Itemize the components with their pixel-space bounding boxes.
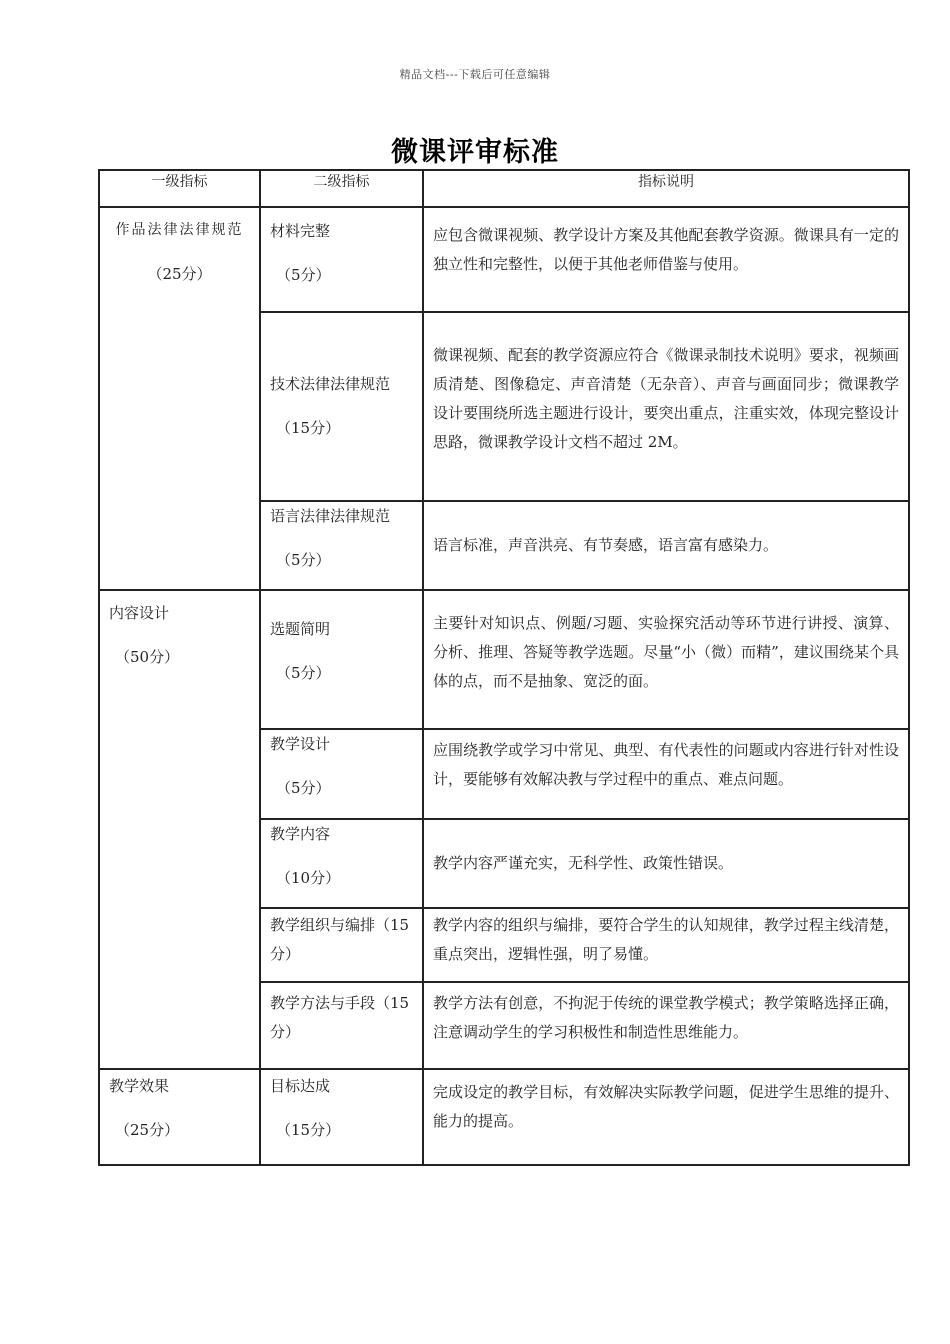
document-title: 微课评审标准 (391, 137, 559, 168)
level2-name: 目标达成 (270, 1077, 331, 1095)
level2-name: 选题简明 (270, 620, 331, 638)
level2-cell (260, 1069, 423, 1165)
level2-score: （15分） (276, 419, 341, 437)
level2-cell (260, 312, 423, 501)
level2-cell (260, 982, 423, 1069)
criteria-table (98, 169, 910, 1166)
level1-score: （25分） (115, 1121, 180, 1139)
level1-score: （50分） (115, 648, 180, 666)
description-cell: 应包含微课视频、教学设计方案及其他配套教学资源。微课具有一定的独立性和完整性，以便于其他老师借鉴与使用。 (423, 207, 909, 312)
description-cell: 完成设定的教学目标，有效解决实际教学问题，促进学生思维的提升、能力的提高。 (423, 1069, 909, 1165)
column-header-level1: 一级指标 (99, 170, 260, 207)
table-row (99, 207, 909, 312)
level1-cell-teaching-effect (99, 1069, 260, 1165)
header-note: 精品文档---下载后可任意编辑 (399, 68, 551, 81)
table-row (99, 590, 909, 729)
description-cell: 教学内容严谨充实，无科学性、政策性错误。 (423, 819, 909, 908)
level2-score: （5分） (276, 266, 331, 284)
level2-name: 技术法律法律规范 (270, 375, 391, 393)
level2-score: （5分） (276, 779, 331, 797)
level1-score: （25分） (147, 265, 212, 283)
column-header-level2: 二级指标 (260, 170, 423, 207)
level2-name: 教学内容 (270, 825, 331, 843)
level2-name: 材料完整 (270, 222, 331, 240)
level2-score: （5分） (276, 551, 331, 569)
level2-cell (260, 590, 423, 729)
table-row (99, 1069, 909, 1165)
level2-score: （5分） (276, 664, 331, 682)
level1-cell-content-design (99, 590, 260, 1069)
level2-name: 教学设计 (270, 735, 331, 753)
description-cell: 应围绕教学或学习中常见、典型、有代表性的问题或内容进行针对性设计，要能够有效解决教与学过程中的重点、难点问题。 (423, 729, 909, 819)
level2-score: （15分） (276, 1121, 341, 1139)
level2-name: 教学方法与手段（15分） (270, 994, 410, 1041)
level2-score: （10分） (276, 869, 341, 887)
level1-cell-work-standard (99, 207, 260, 590)
level2-name: 教学组织与编排（15分） (270, 916, 410, 963)
level2-cell (260, 207, 423, 312)
level2-cell (260, 819, 423, 908)
level1-name: 教学效果 (109, 1077, 170, 1095)
description-cell: 教学方法有创意，不拘泥于传统的课堂教学模式；教学策略选择正确，注意调动学生的学习积极性和制造性思维能力。 (423, 982, 909, 1069)
description-cell: 教学内容的组织与编排，要符合学生的认知规律，教学过程主线清楚，重点突出，逻辑性强，明了易懂。 (423, 908, 909, 982)
level2-cell (260, 501, 423, 590)
level2-cell (260, 908, 423, 982)
level1-name: 内容设计 (109, 604, 170, 622)
description-cell: 主要针对知识点、例题/习题、实验探究活动等环节进行讲授、演算、分析、推理、答疑等教学选题。尽量“小（微）而精”，建议围绕某个具体的点，而不是抽象、宽泛的面。 (423, 590, 909, 729)
description-cell: 微课视频、配套的教学资源应符合《微课录制技术说明》要求，视频画质清楚、图像稳定、声音清楚（无杂音）、声音与画面同步；微课教学设计要围绕所选主题进行设计，要突出重点，注重实效，体现完整设计思路，微课教学设计文档不超过 2M。 (423, 312, 909, 501)
level1-name: 作品法律法律规范 (115, 222, 244, 238)
level2-cell (260, 729, 423, 819)
table-header-row (99, 170, 909, 207)
level2-name: 语言法律法律规范 (270, 507, 391, 525)
description-cell: 语言标准，声音洪亮、有节奏感，语言富有感染力。 (423, 501, 909, 590)
column-header-description: 指标说明 (423, 170, 909, 207)
